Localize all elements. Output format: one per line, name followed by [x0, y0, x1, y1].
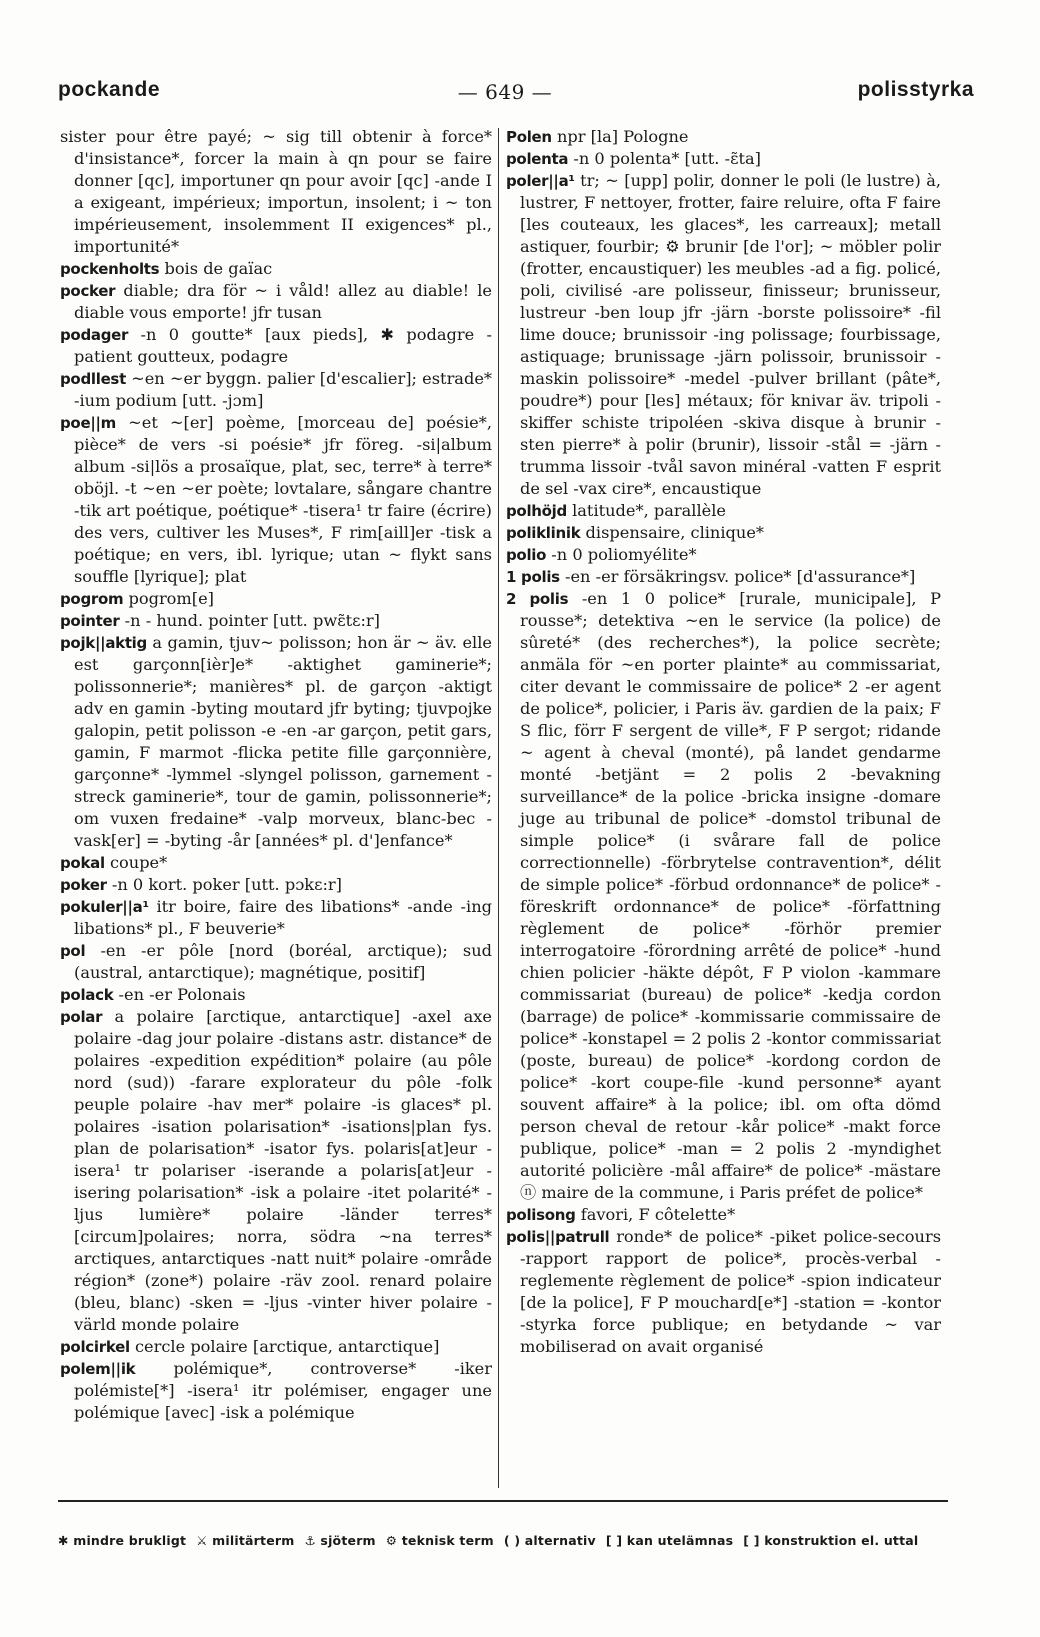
legend-item: ( ) alternativ [503, 1533, 596, 1548]
legend-item: ⚓ sjöterm [304, 1533, 376, 1548]
entry-headword: poler||a¹ [506, 172, 575, 190]
entry-headword: polio [506, 546, 547, 564]
dictionary-entry [60, 852, 492, 874]
dictionary-entry [60, 896, 492, 940]
legend-item: [ ] kan utelämnas [605, 1533, 734, 1548]
entry-text: bois de gaïac [164, 259, 273, 278]
entry-text: polémique*, controverse* -iker polémiste[*] -isera¹ itr polémiser, engager une polémique [avec] -isk a polémique [74, 1359, 492, 1422]
entry-text: ~et ~[er] poème, [morceau de] poésie*, pièce* de vers -si poésie* jfr föreg. -si|album album -si|lös a prosaïque, plat, sec, terre* à terre* oböjl. -t ~en ~er poète; lovtalare, sångare chantre -tik art poétique, poétique* -tisera¹ tr faire (écrire) des vers, cultiver les Muses*, F rim[aill]er -tisk a poétique; en vers, ibl. lyrique; utan ~ flykt sans souffle [lyrique]; plat [74, 413, 492, 586]
header-right-guideword: polisstyrka [857, 78, 974, 101]
entry-headword: pockenholts [60, 260, 160, 278]
entry-text: latitude*, parallèle [572, 501, 726, 520]
legend-item: [ ] konstruktion el. uttal [743, 1533, 919, 1548]
entry-headword: pojk||aktig [60, 634, 147, 652]
entry-text: itr boire, faire des libations* -ande -ing libations* pl., F beuverie* [74, 897, 492, 938]
entry-headword: polem||ik [60, 1360, 136, 1378]
dictionary-entry [506, 588, 941, 1204]
entry-headword: 2 polis [506, 590, 569, 608]
entry-headword: Polen [506, 128, 552, 146]
legend-footer [58, 1533, 958, 1548]
dictionary-entry [506, 148, 941, 170]
entry-headword: pokuler||a¹ [60, 898, 149, 916]
dictionary-entry [60, 412, 492, 588]
dictionary-entry [506, 126, 941, 148]
entry-headword: polenta [506, 150, 569, 168]
dictionary-entry [60, 368, 492, 412]
entry-text: -n - hund. pointer [utt. pwɛ̃tɛ:r] [124, 611, 380, 630]
dictionary-entry [60, 588, 492, 610]
entry-text: -en -er Polonais [118, 985, 246, 1004]
dictionary-entry [60, 940, 492, 984]
dictionary-entry [60, 632, 492, 852]
entry-headword: pointer [60, 612, 120, 630]
entry-text: -en -er försäkringsv. police* [d'assurance*] [564, 567, 916, 586]
dictionary-entry [506, 1226, 941, 1358]
left-column [60, 126, 492, 1486]
legend-item: ✱ mindre brukligt [58, 1533, 187, 1548]
entry-text: favori, F côtelette* [580, 1205, 736, 1224]
dictionary-entry [506, 544, 941, 566]
entry-text: pogrom[e] [128, 589, 214, 608]
entry-text: ~en ~er byggn. palier [d'escalier]; estrade* -ium podium [utt. -jɔm] [74, 369, 492, 410]
entry-text: dispensaire, clinique* [585, 523, 764, 542]
page-number: — 649 — [457, 80, 553, 104]
entry-text: a gamin, tjuv~ polisson; hon är ~ äv. elle est garçonn[ièr]e* -aktighet gaminerie*; polissonnerie*; manières* pl. de garçon -aktigt adv en gamin -byting moutard jfr byting; tjuvpojke galopin, petit polisson -e -en -ar garçon, petit gars, gamin, F marmot -flicka petite fille garçonnière, garçonne* -lymmel -slyngel polisson, garnement -streck gaminerie*, tour de gamin, polissonnerie*; om vuxen fredaine* -valp morveux, blanc-bec -vask[er] = -byting -år [années* pl. d']enfance* [74, 633, 492, 850]
column-divider [498, 128, 499, 1488]
entry-headword: polisong [506, 1206, 576, 1224]
dictionary-entry [60, 610, 492, 632]
right-column [506, 126, 941, 1486]
dictionary-entry [506, 170, 941, 500]
entry-headword: pogrom [60, 590, 124, 608]
entry-text: diable; dra för ~ i våld! allez au diable! le diable vous emporte! jfr tusan [74, 281, 492, 322]
dictionary-entry [60, 984, 492, 1006]
entry-text: coupe* [109, 853, 168, 872]
dictionary-entry [60, 280, 492, 324]
entry-text: -n 0 poliomyélite* [551, 545, 697, 564]
dictionary-entry [506, 500, 941, 522]
entry-headword: polis||patrull [506, 1228, 610, 1246]
dictionary-entry [60, 126, 492, 258]
dictionary-entry [60, 874, 492, 896]
entry-text: tr; ~ [upp] polir, donner le poli (le lustre) à, lustrer, F nettoyer, frotter, faire reluire, ofta F faire [les couteaux, les glaces*, les carreaux]; metall astiquer, fourbir; ⚙ brunir [de l'or]; ~ möbler polir (frotter, encaustiquer) les meubles -ad a fig. policé, poli, civilisé -are polisseur, finisseur; brunisseur, lustreur -ben loup jfr -järn -borste polissoire* -fil lime douce; brunissoir -ing polissage; fourbissage, astiquage; brunissage -järn polissoir, brunissoir -maskin polissoire* -medel -pulver brillant (pâte*, poudre*) pour [les] métaux; för knivar äv. tripoli -skiffer schiste tripoléen -skiva disque à brunir -sten pierre* à polir (brunir), lissoir -stål = -järn -trumma lissoir -tvål savon minéral -vatten F esprit de sel -vax cire*, encaustique [520, 171, 941, 498]
entry-headword: 1 polis [506, 568, 560, 586]
entry-text: -en -er pôle [nord (boréal, arctique); sud (austral, antarctique); magnétique, positif] [74, 941, 492, 982]
entry-text: -n 0 kort. poker [utt. pɔkɛ:r] [111, 875, 342, 894]
dictionary-entry [506, 522, 941, 544]
entry-text: cercle polaire [arctique, antarctique] [134, 1337, 440, 1356]
legend-item: ⚙ teknisk term [385, 1533, 494, 1548]
entry-headword: poe||m [60, 414, 117, 432]
entry-text: ronde* de police* -piket police-secours -rapport rapport de police*, procès-verbal -reglemente règlement de police* -spion indicateur [de la police], F P mouchard[e*] -station = -kontor -styrka force publique; en betydande ~ var mobiliserad on avait organisé [520, 1227, 941, 1356]
entry-headword: podager [60, 326, 129, 344]
entry-headword: polcirkel [60, 1338, 130, 1356]
entry-headword: poker [60, 876, 107, 894]
dictionary-entry [60, 1336, 492, 1358]
entry-text: -n 0 polenta* [utt. -ɛ̃ta] [573, 149, 761, 168]
dictionary-entry [60, 1358, 492, 1424]
header-left-guideword: pockande [58, 78, 161, 101]
footer-rule [58, 1500, 948, 1502]
entry-headword: poliklinik [506, 524, 581, 542]
legend-item: ⚔ militärterm [196, 1533, 295, 1548]
entry-text: -en 1 0 police* [rurale, municipale], P rousse*; detektiva ~en le service (la police) de sûreté* (des recherches*), la police secrète; anmäla för ~en porter plainte* au commissariat, citer devant le commissaire de police* 2 -er agent de police*, policier, i Paris äv. gardien de la paix; F S flic, förr F sergent de ville*, F P sergot; ridande ~ agent à cheval (monté), på landet gendarme monté -betjänt = 2 polis 2 -bevakning surveillance* de la police -bricka insigne -domare juge au tribunal de police* -domstol tribunal de simple police* (i svårare fall de police correctionnelle) -förbrytelse contravention*, délit de simple police* -förbud ordonnance* de police* -föreskrift ordonnance* de police* -författning règlement de police* -förhör premier interrogatoire -förordning arrêté de police* -hund chien policier -häkte dépôt, F P violon -kammare commissariat (bureau) de police* -kedja cordon (barrage) de police* -kommissarie commissaire de police* -konstapel = 2 polis 2 -kontor commissariat (poste, bureau) de police* -kordong cordon de police* -kort coupe-file -kund personne* ayant souvent affaire* à la police; ibl. om ofta dömd person cheval de retour -kår police* -makt force publique, police* -man = 2 polis 2 -myndighet autorité policière -mål affaire* de police* -mästare ⓝ maire de la commune, i Paris préfet de police* [520, 589, 941, 1202]
entry-headword: pocker [60, 282, 116, 300]
dictionary-entry [60, 1006, 492, 1336]
dictionary-entry [60, 324, 492, 368]
entry-text: sister pour être payé; ~ sig till obtenir à force* d'insistance*, forcer la main à qn pour se faire donner [qc], importuner qn pour avoir [qc] -ande I a exigeant, impérieux; importun, insolent; i ~ ton impérieusement, insolemment II exigences* pl., importunité* [60, 127, 492, 256]
entry-headword: polack [60, 986, 114, 1004]
entry-headword: pokal [60, 854, 105, 872]
entry-headword: pol [60, 942, 86, 960]
entry-text: -n 0 goutte* [aux pieds], ✱ podagre -patient goutteux, podagre [74, 325, 492, 366]
entry-text: npr [la] Pologne [556, 127, 689, 146]
entry-headword: polhöjd [506, 502, 567, 520]
dictionary-entry [60, 258, 492, 280]
entry-text: a polaire [arctique, antarctique] -axel axe polaire -dag jour polaire -distans astr. distance* de polaires -expedition expédition* polaire (au pôle nord (sud)) -farare explorateur du pôle -folk peuple polaire -hav mer* polaire -is glaces* pl. polaires -isation polarisation* -isations|plan fys. plan de polarisation* -isator fys. polaris[at]eur -isera¹ tr polariser -iserande a polaris[at]eur -isering polarisation* -isk a polaire -itet polarité* -ljus lumière* polaire -länder terres* [circum]polaires; norra, södra ~na terres* arctiques, antarctiques -natt nuit* polaire -område région* (zone*) polaire -räv zool. renard polaire (bleu, blanc) -sken = -ljus -vinter hiver polaire -värld monde polaire [74, 1007, 492, 1334]
dictionary-entry [506, 1204, 941, 1226]
dictionary-entry [506, 566, 941, 588]
entry-headword: podllest [60, 370, 126, 388]
entry-headword: polar [60, 1008, 103, 1026]
